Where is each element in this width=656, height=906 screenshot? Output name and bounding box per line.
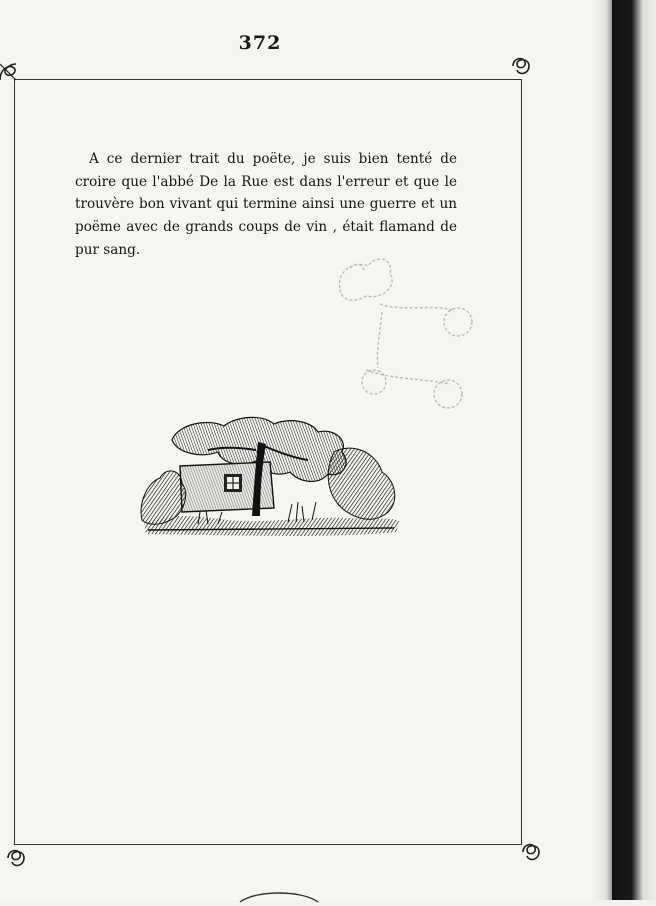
library-stamp-icon — [332, 252, 480, 412]
paragraph: A ce dernier trait du poëte, je suis bien tenté de croire que l'abbé De la Rue est dans l'erreur et que le trouvère bon vivant qui termine ainsi une guerre et un poëme avec de grands coups de vin , était flamand de pur sang. — [75, 151, 457, 258]
corner-flourish-icon — [519, 840, 543, 864]
body-text — [75, 148, 457, 262]
corner-flourish-icon — [0, 60, 20, 84]
corner-flourish-icon — [4, 846, 28, 870]
woodcut-vignette-image — [138, 412, 404, 540]
book-binding-edge — [612, 0, 656, 900]
bottom-edge-mark-icon — [236, 888, 322, 906]
page-number: 372 — [238, 32, 282, 54]
corner-flourish-icon — [509, 54, 533, 78]
